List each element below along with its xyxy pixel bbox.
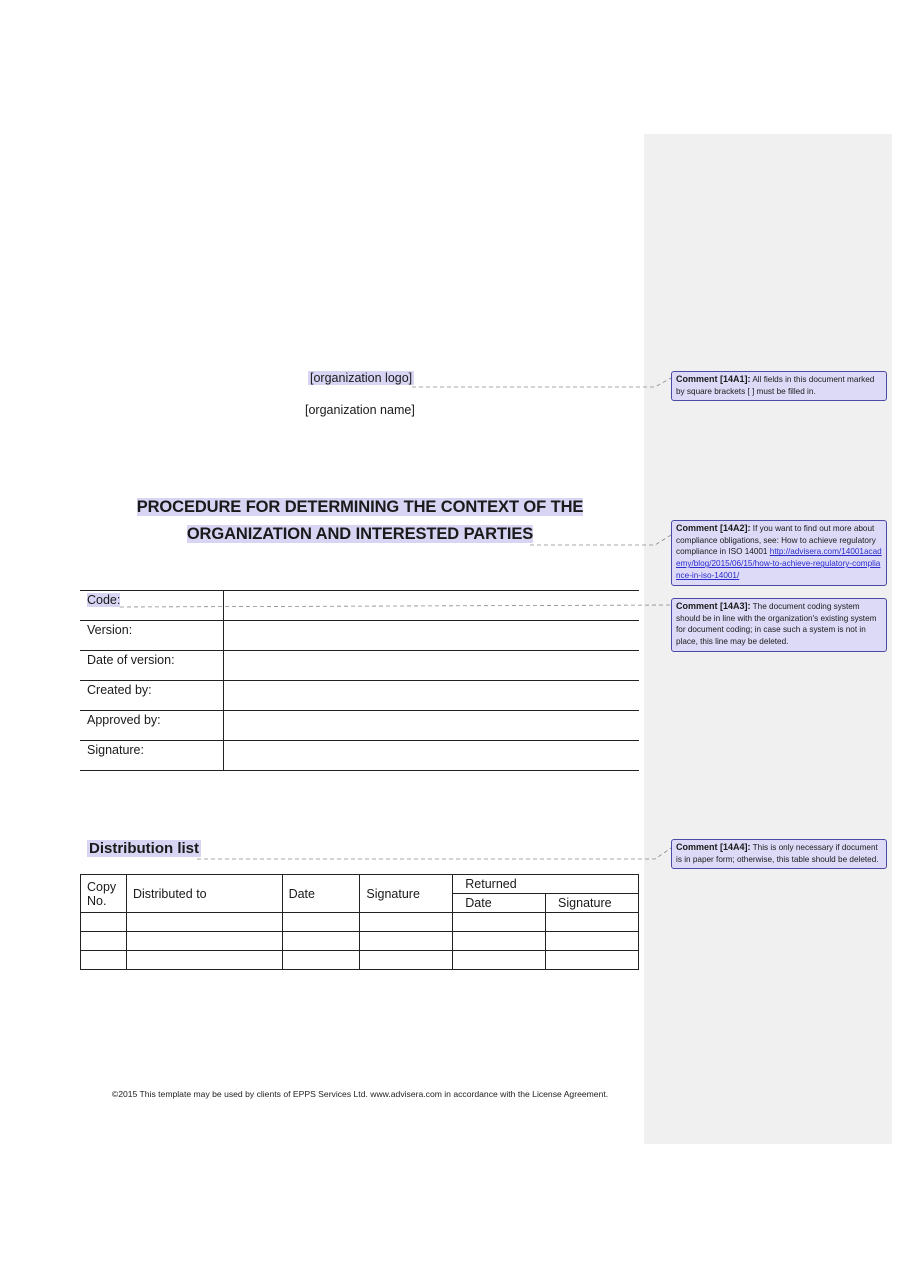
header-copy-no: Copy No. <box>81 875 127 913</box>
table-cell[interactable] <box>546 951 639 970</box>
control-row-date-of-version <box>80 651 639 681</box>
document-title <box>80 494 640 548</box>
table-cell[interactable] <box>81 913 127 932</box>
organization-logo-placeholder[interactable]: [organization logo] <box>310 371 413 385</box>
control-value-version[interactable] <box>223 621 639 651</box>
comment-id: Comment [14A1]: <box>676 374 751 384</box>
control-label: Date of version: <box>80 651 223 681</box>
document-control-table <box>80 590 639 771</box>
comment-14a3[interactable] <box>671 598 887 652</box>
header-returned-date: Date <box>453 894 546 913</box>
control-row-code <box>80 591 639 621</box>
control-row-signature <box>80 741 639 771</box>
header-returned-signature: Signature <box>546 894 639 913</box>
comment-text: The document coding system should be in line with the organization's existing system for document coding; in case such a system is not in place, this line may be deleted. <box>676 602 877 647</box>
license-footer: ©2015 This template may be used by clients of EPPS Services Ltd. www.advisera.com in accordance with the License Agreement. <box>111 1089 609 1099</box>
control-value-created-by[interactable] <box>223 681 639 711</box>
title-line-2: ORGANIZATION AND INTERESTED PARTIES <box>186 525 534 543</box>
table-row <box>81 951 639 970</box>
table-cell[interactable] <box>360 932 453 951</box>
comment-text: If you want to find out more about compliance obligations, see: How to achieve regulatory compliance in ISO 14001 <box>676 524 876 557</box>
table-cell[interactable] <box>453 951 546 970</box>
header-distributed-to: Distributed to <box>126 875 282 913</box>
organization-name-placeholder[interactable]: [organization name] <box>305 403 415 417</box>
code-label: Code: <box>87 593 121 607</box>
table-cell[interactable] <box>546 913 639 932</box>
table-cell[interactable] <box>282 951 360 970</box>
control-value-signature[interactable] <box>223 741 639 771</box>
table-cell[interactable] <box>126 932 282 951</box>
header-date: Date <box>282 875 360 913</box>
comment-14a2[interactable] <box>671 520 887 586</box>
table-cell[interactable] <box>81 951 127 970</box>
control-row-approved-by <box>80 711 639 741</box>
comment-id: Comment [14A4]: <box>676 842 751 852</box>
leader-14a1 <box>412 378 671 387</box>
comment-link[interactable]: http://advisera.com/14001academy/blog/2015/06/15/how-to-achieve-regulatory-compliance-in-iso-14001/ <box>676 547 882 580</box>
comment-id: Comment [14A3]: <box>676 601 751 611</box>
control-label: Approved by: <box>80 711 223 741</box>
distribution-table <box>80 874 639 970</box>
control-value-date-of-version[interactable] <box>223 651 639 681</box>
table-cell[interactable] <box>360 913 453 932</box>
distribution-list-heading: Distribution list <box>89 840 199 857</box>
table-cell[interactable] <box>546 932 639 951</box>
control-value-code[interactable] <box>223 591 639 621</box>
control-row-created-by <box>80 681 639 711</box>
table-cell[interactable] <box>126 913 282 932</box>
control-label: Created by: <box>80 681 223 711</box>
table-cell[interactable] <box>282 932 360 951</box>
table-row <box>81 932 639 951</box>
control-row-version <box>80 621 639 651</box>
header-signature: Signature <box>360 875 453 913</box>
header-returned: Returned <box>453 875 639 894</box>
comment-id: Comment [14A2]: <box>676 523 751 533</box>
table-cell[interactable] <box>126 951 282 970</box>
table-cell[interactable] <box>453 913 546 932</box>
comment-14a1[interactable] <box>671 371 887 401</box>
table-row <box>81 913 639 932</box>
table-cell[interactable] <box>282 913 360 932</box>
comment-14a4[interactable] <box>671 839 887 869</box>
control-label: Signature: <box>80 741 223 771</box>
table-cell[interactable] <box>453 932 546 951</box>
control-label: Version: <box>80 621 223 651</box>
table-cell[interactable] <box>360 951 453 970</box>
comment-text: All fields in this document marked by square brackets [ ] must be filled in. <box>676 375 875 396</box>
leader-14a4 <box>197 848 671 859</box>
table-cell[interactable] <box>81 932 127 951</box>
distribution-header-row <box>81 875 639 894</box>
control-label <box>80 591 223 621</box>
control-value-approved-by[interactable] <box>223 711 639 741</box>
title-line-1: PROCEDURE FOR DETERMINING THE CONTEXT OF THE <box>136 498 584 516</box>
comment-text: This is only necessary if document is in paper form; otherwise, this table should be deleted. <box>676 843 879 864</box>
